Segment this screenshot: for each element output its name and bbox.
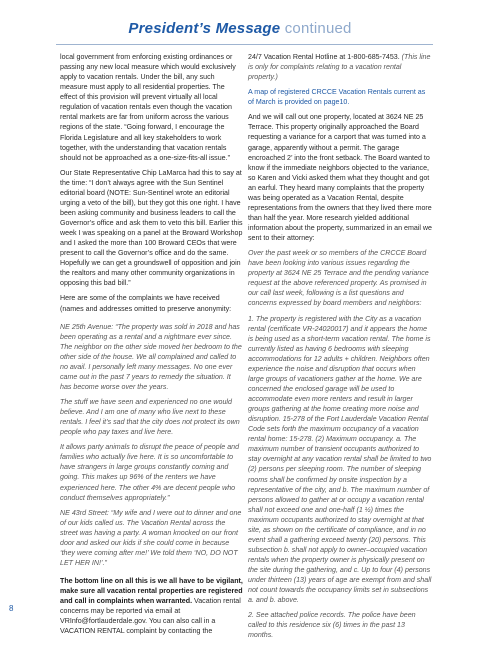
left-column <box>60 52 243 641</box>
map-note: A map of registered CRCCE Vacation Rentals current as of March is provided on page10. <box>248 88 426 107</box>
page-title-continued: continued <box>284 20 352 37</box>
email-excerpt-item-2: 2. See attached police records. The police have been called to this residence six (6) times in the past 13 months. <box>248 611 416 640</box>
left-paragraph-bottom-line <box>60 576 243 636</box>
page-title: President’s Message <box>128 20 281 37</box>
right-column <box>248 52 432 646</box>
bottom-line-bold: The bottom line on all this is we all have to be vigilant, make sure all vacation rental properties are registered and call in complaints when warranted. <box>60 577 243 606</box>
email-excerpt-item-1: 1. The property is registered with the City as a vacation rental (certificate VR-24020017) and it appears the home is being used as a short-term vacation rental. The home is currently listed as having 6 bedrooms with sleeping accommodations for 12 adults + children. Neighbors often experience the noise and disruption that occurs when large groups of vacationers gather at the home. We are concerned the enclosed garage will be used to accommodate even more renters and result in larger groups gathering at the home creating more noise and disruption. 15-278 of the Fort Lauderdale Vacation Rental Code sets forth the maximum occupancy of a vacation rental home: 15-278. (2) Maximum occupancy. a. The maximum number of transient occupants authorized to stay overnight at any vacation rental shall be limited to two (2) persons per sleeping room. The number of sleeping rooms shall be confirmed by onsite inspection by a representative of the city, and b. The maximum number of persons allowed to gather at or occupy a vacation rental shall not exceed one and one-half (1 ½) times the maximum occupants authorized to stay overnight at that site, as shown on the certificate of compliance, and in no event shall a gathering exceed twenty (20) persons. This subsection b. shall not apply to owner–occupied vacation rentals when the property owner is physically present on the site during the gathering, and c. Up to four (4) persons under thirteen (13) years of age are exempt from and shall not count towards the occupancy limits set in subsections a. and b. above. <box>248 314 432 605</box>
complaint-ne-25th-cont-2: It allows party animals to disrupt the peace of people and families who actually live here. It is so uncomfortable to have strangers in large groups constantly coming and going. This makes up 96% of the renters we have experienced here. The other 4% are decent people who conduct themselves appropriately.” <box>60 443 240 502</box>
hotline-text: 24/7 Vacation Rental Hotline at 1-800-685-7453. <box>248 53 402 61</box>
left-paragraph-1: local government from enforcing existing ordinances or passing any new local measure which would exclusively apply to vacation rentals. Under the bill, any such measure must apply to all residential properties. The effect of this provision will prevent virtually all local regulation of vacation rentals even though the vacation rental markets are far from uniform across the various regions of the state. “Going forward, I encourage the Florida Legislature and all key stakeholders to work together, with the understanding that vacation rentals should not be approached as a one-size-fits-all issue.” <box>60 53 236 162</box>
left-paragraph-3: Here are some of the complaints we have received (names and addresses omitted to preserve anonymity: <box>60 294 232 313</box>
complaint-ne-25th: NE 25th Avenue: “The property was sold in 2018 and has been operating as a rental and a nightmare ever since. The neighbor on the other side moved her bedroom to the other side of the house. We all complained and called to no avail. I personally left many messages. No one ever came out in the past 7 years to remedy the situation. It has become worse over the years. <box>60 322 242 391</box>
email-excerpt-intro: Over the past week or so members of the CRCCE Board have been looking into various issues regarding the property at 3624 NE 25 Terrace and the pending variance request at the above referenced property. As promised in our call last week, following is a list questions and concerns expressed by board members and neighbors: <box>248 249 429 308</box>
left-paragraph-2: Our State Representative Chip LaMarca had this to say at the time: “I don’t always agree with the Sun Sentinel editorial board (NOTE: Sun-Sentinel wrote an editorial urging a veto of the bill), but they got this one right. I have been asking community and business leaders to call the Governor’s office and ask them to veto this bill. Earlier this week I was speaking on a panel at the Broward Workshop and I asked the more than 100 Broward CEOs that were present to call the Governor’s office and do the same. Hopefully we can get a groundswell of opposition and join the realtors and many other community organizations in opposing this bad bill.” <box>60 168 243 288</box>
complaint-ne-25th-cont-1: The stuff we have seen and experienced no one would believe. And I am one of many who live next to these rentals. I feel it’s sad that the city does not protect its own people who pay taxes and live here. <box>60 398 240 437</box>
hotline-note: (This line is only for complaints relating to a vacation rental property.) <box>248 53 431 82</box>
right-paragraph-3: And we will call out one property, located at 3624 NE 25 Terrace. This property originally approached the Board requesting a variance for a carport that was turned into a garage, apparently without a permit. The garage encroached 2’ into the front setback. The Board wanted to know if the immediate neighbors objected to the variance, so Karen and Vicki asked them what they thought and got an earful. They heard many complaints that the property was being operated as a Vacation Rental, despite representations from the owners that they lived there more than half the year. More research yielded additional information about the property, summarized in an email we sent to their attorney: <box>248 113 433 243</box>
hotline-paragraph <box>248 52 432 82</box>
bottom-line-rest: Vacation rental concerns may be reported via email at VRInfo@fortlauderdale.gov. You can also call in a VACATION RENTAL complaint by contacting the <box>60 597 241 636</box>
page-header <box>0 20 480 37</box>
complaint-ne-43rd: NE 43rd Street: “My wife and I were out to dinner and one of our kids called us. The Vacation Rental across the street was having a party. A woman knocked on our front door and asked our kids if she could come in because ‘they were coming after me!’ We told them ‘NO, DO NOT LET HER IN!’.” <box>60 508 242 567</box>
page-number: 8 <box>9 604 14 613</box>
header-divider <box>56 44 433 45</box>
